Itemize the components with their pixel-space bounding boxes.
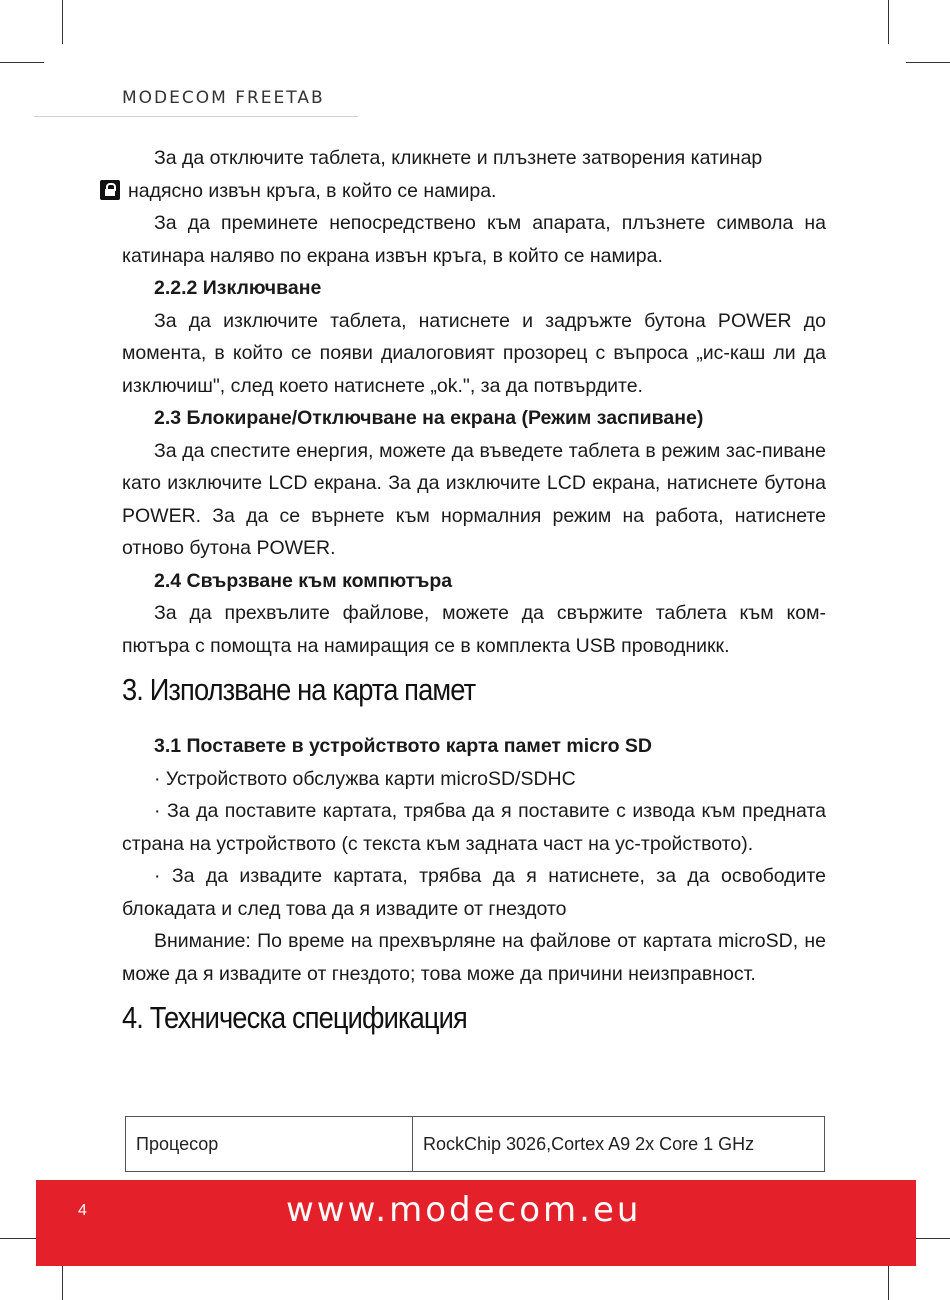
spec-label: Процесор	[126, 1117, 413, 1172]
paragraph-pc: За да прехвълите файлове, можете да свържите таблета към ком-пютъра с помощта на намиращия се в комплекта USB проводникк.	[122, 602, 826, 657]
paragraph-shutdown: За да изключите таблета, натиснете и задръжте бутона POWER до момента, в който се появи диалоговият прозорец с въпроса „ис-каш ли да изключиш", след което натиснете „ok.", за да потвърдите.	[122, 309, 826, 397]
bullet-insert: · За да поставите картата, трябва да я поставите с извода към предната страна на устройството (с текста към задната част на ус-тройството).	[122, 800, 826, 855]
heading-3: 3. Използване на карта памет	[122, 672, 476, 707]
heading-2-4: 2.4 Свързване към компютъра	[154, 569, 453, 592]
heading-3-1: 3.1 Поставете в устройството карта памет micro SD	[154, 735, 652, 757]
crop-mark	[906, 62, 950, 63]
heading-2-2-2: 2.2.2 Изключване	[154, 277, 322, 299]
running-header: MODECOM FREETAB	[122, 88, 325, 108]
bullet-remove: · За да извадите картата, трябва да я натиснете, за да освободите блокадата и след това да я извадите от гнездото	[122, 865, 826, 920]
paragraph-unlock-cont: надясно извън кръга, в който се намира.	[100, 175, 826, 208]
paragraph-unlock: За да отключите таблета, кликнете и плъзнете затворения катинар	[154, 147, 763, 169]
crop-mark	[888, 0, 889, 44]
header-rule	[34, 116, 358, 117]
footer-url[interactable]: www.modecom.eu	[286, 1190, 642, 1230]
paragraph-camera: За да преминете непосредствено към апарата, плъзнете символа на катинара наляво по екрана извън кръга, в който се намира.	[122, 212, 826, 267]
paragraph-sleep: За да спестите енергия, можете да въведете таблета в режим зас-пиване като изключите LCD екрана. За да изключите LCD екрана, натиснете бутона POWER. За да се върнете към нормалния режим на работа, натиснете отново бутона POWER.	[122, 439, 826, 559]
crop-mark	[0, 62, 44, 63]
bullet-sdhc: · Устройството обслужва карти microSD/SDHC	[154, 767, 576, 790]
table-row	[126, 1117, 825, 1172]
padlock-icon	[100, 180, 120, 200]
crop-mark	[62, 0, 63, 44]
paragraph-warning: Внимание: По време на прехвърляне на файлове от картата microSD, не може да я извадите от гнездото; това може да причини неизправност.	[122, 930, 826, 985]
footer-bar	[36, 1180, 916, 1266]
page-body	[122, 142, 826, 1036]
page-number: 4	[78, 1202, 87, 1219]
heading-2-3: 2.3 Блокиране/Отключване на екрана (Режим заспиване)	[154, 407, 704, 429]
spec-value: RockChip 3026,Cortex A9 2x Core 1 GHz	[413, 1117, 825, 1172]
heading-4: 4. Техническа спецификация	[122, 1000, 467, 1035]
spec-table	[125, 1116, 825, 1172]
